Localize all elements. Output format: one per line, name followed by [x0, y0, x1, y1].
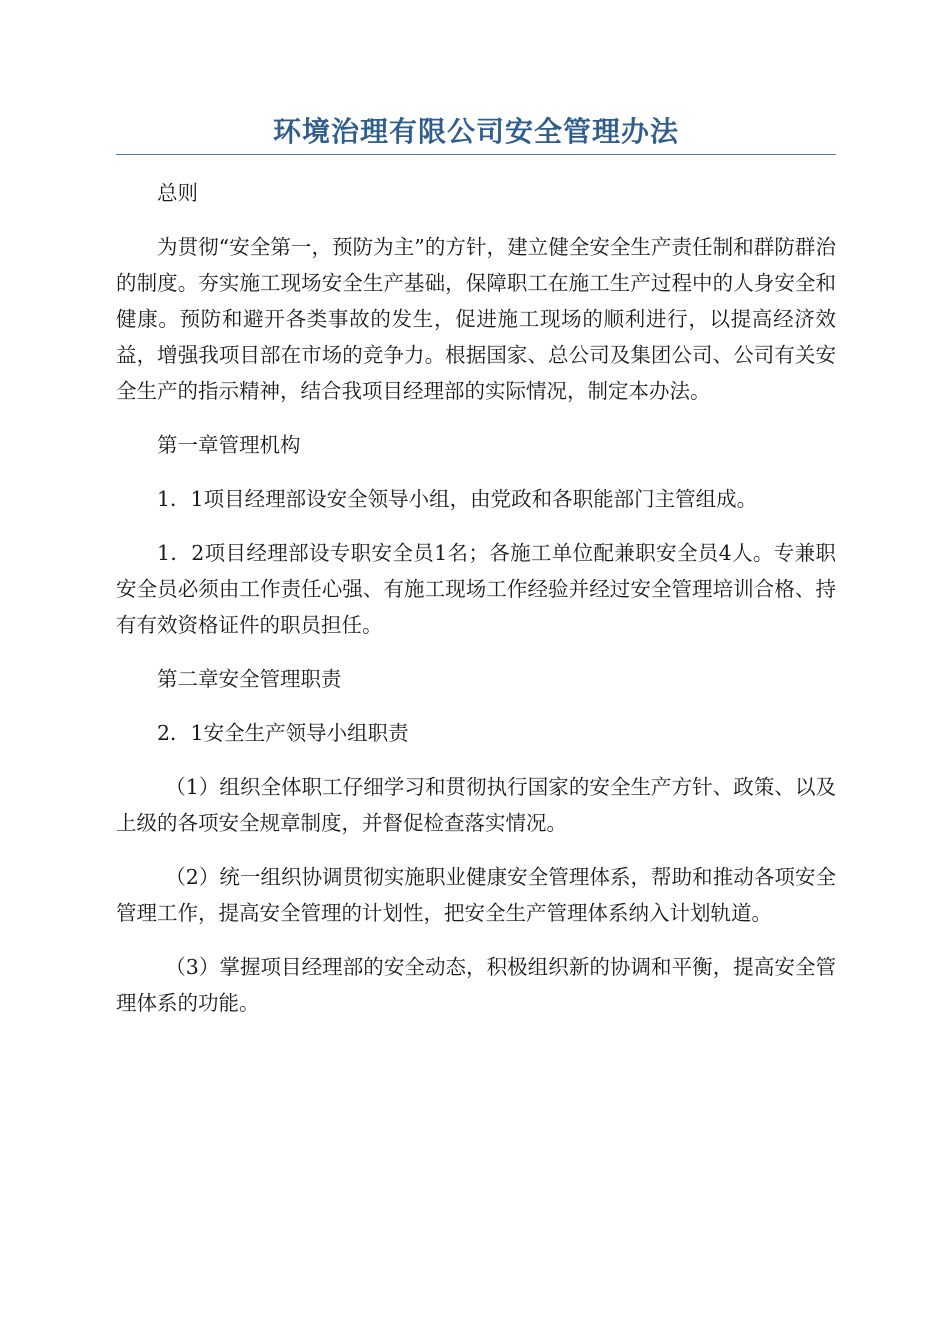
document-body [116, 175, 836, 1021]
item-2: （2）统一组织协调贯彻实施职业健康安全管理体系，帮助和推动各项安全管理工作，提高安全管理的计划性，把安全生产管理体系纳入计划轨道。 [116, 865, 836, 925]
document-page [116, 112, 836, 1039]
item-1: （1）组织全体职工仔细学习和贯彻执行国家的安全生产方针、政策、以及上级的各项安全规章制度，并督促检查落实情况。 [116, 775, 836, 835]
document-title: 环境治理有限公司安全管理办法 [116, 112, 836, 155]
section-heading-general: 总则 [157, 181, 198, 205]
chapter-heading-1: 第一章管理机构 [157, 433, 301, 457]
item-3: （3）掌握项目经理部的安全动态，积极组织新的协调和平衡，提高安全管理体系的功能。 [116, 955, 836, 1015]
clause-2-1: 2．1安全生产领导小组职责 [157, 721, 409, 745]
clause-1-2: 1．2项目经理部设专职安全员1名；各施工单位配兼职安全员4人。专兼职安全员必须由工作责任心强、有施工现场工作经验并经过安全管理培训合格、持有有效资格证件的职员担任。 [116, 541, 836, 637]
clause-1-1: 1．1项目经理部设安全领导小组，由党政和各职能部门主管组成。 [157, 487, 758, 511]
chapter-heading-2: 第二章安全管理职责 [157, 667, 342, 691]
paragraph-intro: 为贯彻“安全第一，预防为主”的方针，建立健全安全生产责任制和群防群治的制度。夯实施工现场安全生产基础，保障职工在施工生产过程中的人身安全和健康。预防和避开各类事故的发生，促进施工现场的顺利进行，以提高经济效益，增强我项目部在市场的竞争力。根据国家、总公司及集团公司、公司有关安全生产的指示精神，结合我项目经理部的实际情况，制定本办法。 [116, 235, 836, 403]
